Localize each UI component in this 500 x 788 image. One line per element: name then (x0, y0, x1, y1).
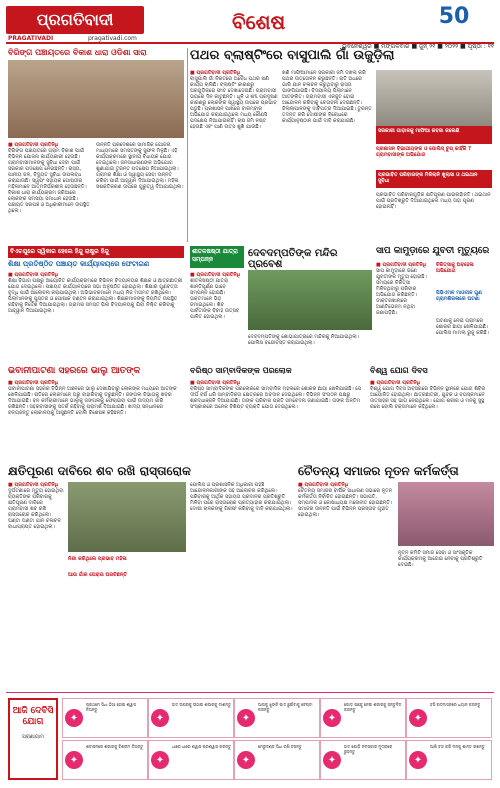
yoga-pose-icon: ✦ (323, 751, 341, 769)
yoga-pose-icon: ✦ (237, 751, 255, 769)
dateline: ଭୁବନେଶ୍ୱର ■ ମଙ୍ଗଳବାର ■ ଜୁନ୍ ୨୧ ■ ୨୦୨୨ ■ ପୃଷ୍ଠା : ୧୧ (342, 43, 494, 50)
yoga-pose-icon: ✦ (323, 709, 341, 727)
story-headline: ଦେବଦମ୍ପତିଙ୍କ ମନ୍ଦିର ପ୍ରବେଶ (248, 248, 338, 270)
column-rule (187, 48, 188, 242)
yoga-step: ✦ ଧୀରେ ଧୀରେ ଶ୍ୱାସ ପ୍ରଶ୍ୱାସ କରନ୍ତୁ (148, 740, 234, 780)
story-headline: ବିଏଚଯୁରେ ସ୍ୱିକାର ହେଲେ ହିନ୍ଦୁ ରାଷ୍ଟ୍ର ହିନ୍ଦୁ (8, 246, 184, 258)
story-body-text: ■ ପ୍ରଗତିବାଦୀ ପ୍ରତିନିଧି ଶୀତଳଷଷ୍ଠୀ ଯାତ୍ରା ଶାନ୍ତିପୂର୍ଣ୍ଣ ଭାବେ ସମ୍ପନ୍ନ ହୋଇଛି। ଭକ୍ତମାନେ ଭିଡ଼ ଜମାଇଥିଲେ। ଶିବ ପାର୍ବତୀଙ୍କ ବିବାହ ଉତ୍ସବ ପାଳିତ ହୋଇଥିଲା। (190, 272, 241, 320)
yoga-step: ✦ ବସି ପଦ୍ମାସନରେ ଧ୍ୟାନ କରନ୍ତୁ (406, 698, 492, 738)
story-headline: ବିଶ୍ୱ ଯୋଗ ଦିବସ (370, 366, 428, 375)
yoga-step: ✦ ଗୋଡ଼ ପଛକୁ ନେଇ ଶରୀରକୁ ସନ୍ତୁଳିତ କରନ୍ତୁ (320, 698, 406, 738)
story-kicker: ସରକାରୀ ଗାଡ଼ାଳକୁ ମାଫିଆ କବଜା କଲେଣି (376, 126, 492, 144)
story-photo (376, 70, 492, 126)
story-kicker: ଚିକିତ୍ସାକୁ ଅବହେଳା ଅଭିଯୋଗ (436, 262, 474, 274)
story-tag: ଶୀତଳଷଷ୍ଠୀ ଯାତ୍ରା ସମ୍ପନ୍ନ (190, 246, 244, 268)
story-kicker: ନିନ୍ଦା କରିଥିଲେ ପ୍ରଭାବ ମହିଳା (68, 556, 127, 562)
story-body-text: ■ ପ୍ରଗତିବାଦୀ ପ୍ରତିନିଧି ଚୈତନ୍ୟ ସମାଜର ବାର୍ଷିକ ସାଧାରଣ ସଭାରେ ନୂତନ କର୍ମକର୍ତ୍ତା ନିର୍ବାଚିତ ହୋଇଛନ୍ତି। ସଭାପତି, ସମ୍ପାଦକ ଓ କୋଷାଧ୍ୟକ୍ଷ ମନୋନୀତ ହୋଇଛନ୍ତି। ସମାଜର ଉନ୍ନତି ପାଇଁ ବିଭିନ୍ନ ପ୍ରସ୍ତାବ ଗୃହୀତ ହୋଇଥିଲା। (298, 482, 393, 518)
story-headline: ପଥର ବ୍ଲାଷ୍ଟିଂରେ ବାସୁପାଲି ଗାଁ ଉଜୁଡ଼ିଲା (190, 48, 395, 63)
yoga-strip-rule (6, 692, 494, 693)
story-body-text: ପୋଲିସ ଓ ପ୍ରଶାସନିକ ଅଧିକାରୀ ପହଞ୍ଚି ଆନ୍ଦୋଳନକାରୀଙ୍କ ସହ ଆଲୋଚନା କରିଥିଲେ। ପରିବାରକୁ ଆର୍ଥିକ ସହାୟତା ପ୍ରଦାନର ପ୍ରତିଶ୍ରୁତି ମିଳିବା ପରେ ରାସ୍ତାରୋକ ପ୍ରତ୍ୟାହାର କରାଯାଇଥିଲା। ଦୋଷୀ ଚାଳକଙ୍କୁ ଗିରଫ କରିବାକୁ ଦାବି କରାଯାଇଥିଲା। (190, 482, 293, 512)
story-body-text: ଖଣି ମାଫିଆମାନେ ସରକାରୀ ଜମି ଦଖଲ କରି ପଥର ଉତ୍ତୋଳନ କରୁଛନ୍ତି। ରାତି ଅଧରେ ଭାରି ଯାନ ଚଳାଚଳ କରୁଥିବାରୁ ରାସ୍ତା ଭାଙ୍ଗିଯାଇଛି। ବିଦ୍ୟାଳୟ ପିଲାମାନେ ଆତଙ୍କିତ। ଗ୍ରାମବାସୀ ଏକଜୁଟ ହୋଇ ଆନ୍ଦୋଳନ କରିବାକୁ ଚେତାବନୀ ଦେଇଛନ୍ତି। ଜିଲ୍ଲାପାଳଙ୍କୁ ଦାବିପତ୍ର ଦିଆଯାଇଛି। ତୁରନ୍ତ ତଦନ୍ତ କରି ଦୋଷୀଙ୍କ ବିରୋଧରେ କାର୍ଯ୍ୟାନୁଷ୍ଠାନ ପାଇଁ ଦାବି କରାଯାଇଛି। (282, 70, 372, 124)
yoga-step: ✦ ମେରୁଦଣ୍ଡ ସିଧା ରଖି ବସନ୍ତୁ (234, 740, 320, 780)
story-photo (248, 270, 372, 330)
yoga-pose-icon: ✦ (409, 709, 427, 727)
yoga-pose-icon: ✦ (409, 751, 427, 769)
story-body-text: ■ ପ୍ରଗତିବାଦୀ ପ୍ରତିନିଧି ବାସୁପାଲି ଗାଁ ନିକଟରେ ଅବୈଧ ପଥର ଖଣି କାର୍ଯ୍ୟ ଚାଲିଛି। ବ୍ଲାଷ୍ଟିଂ କାରଣରୁ ଘରଗୁଡ଼ିକରେ ଫାଟ ଦେଖାଦେଇଛି। ଗ୍ରାମବାସୀ ଭୟରେ ଦିନ କାଟୁଛନ୍ତି। ଧୂଳି ଓ ଶବ୍ଦ ପ୍ରଦୂଷଣ କାରଣରୁ ଲୋକଙ୍କ ସ୍ୱାସ୍ଥ୍ୟ ଉପରେ ପ୍ରଭାବ ପଡୁଛି। ପ୍ରଶାସନ ପାଖରେ ବାରମ୍ବାର ଅଭିଯୋଗ କରାଯାଇଥିଲେ ମଧ୍ୟ କୌଣସି ପଦକ୍ଷେପ ନିଆଯାଇନାହିଁ। ଚାଷ ଜମି ନଷ୍ଟ ହେଉଛି ଏବଂ ପାଣି ଉତ୍ସ ଶୁଖି ଯାଉଛି। (190, 70, 278, 130)
yoga-box-title: ଆଜି ଦେବିସି ଯୋଗ (12, 706, 54, 727)
yoga-step: ✦ ହାତ ଉପରକୁ ଉଠାଇ ଶରୀରକୁ ଟାଣନ୍ତୁ (148, 698, 234, 738)
yoga-step: ✦ ଶବାସନରେ ଶରୀରକୁ ବିଶ୍ରାମ ଦିଅନ୍ତୁ (62, 740, 148, 780)
story-headline: କ୍ଷତିପୂରଣ ଦାବିରେ ଶବ ରଖି ରାସ୍ତାରୋକ (8, 464, 191, 478)
yoga-box-sub: ପ୍ରାଣାୟାମ (22, 734, 44, 740)
story-body-text: ନୂତନ କମିଟି ସମାଜ ସେବା ଓ ସାଂସ୍କୃତିକ କାର୍ଯ୍ୟକ୍ରମକୁ ଆଗେଇ ନେବାକୁ ପ୍ରତିଶ୍ରୁତି ଦେଇଛି। (398, 550, 483, 568)
story-kicker: ପିଭିଏମଳ ମାଓଦ୍ଦୀଳ ଗୁଣ ଗ୍ରାମଶିରଳାରେ ଘଟଣା (436, 290, 482, 302)
yoga-feature-box (8, 698, 58, 780)
story-photo (398, 482, 494, 546)
story-body-text: ଉନ୍ନତି ପ୍ରଦେଶରେ ସାମାଜିକ ଯୋଜନା ମାଧ୍ୟମରେ ସମସ୍ତଙ୍କୁ ସୁଫଳ ମିଳୁଛି। ଏହି କାର୍ଯ୍ୟକ୍ରମରେ ସ୍ଥାନୀୟ ବିଧାୟକ ଯୋଗ ଦେଇଥିଲେ। ଜନସାଧାରଣଙ୍କ ଅଭିଯୋଗ ଶୁଣାଯାଇ ତୁରନ୍ତ ପଦକ୍ଷେପ ନିଆଯାଇଥିଲା। ଗ୍ରାମର ଶିକ୍ଷା ଓ ସ୍ୱାସ୍ଥ୍ୟ ସେବା ଉନ୍ନତ କରିବା ପାଇଁ ଆହ୍ୱାନ ଦିଆଯାଇଥିଲା। ମହିଳା ସଶକ୍ତିକରଣ ଉପରେ ଗୁରୁତ୍ୱ ଦିଆଯାଇଥିଲା। (96, 142, 184, 190)
story-body-text: ■ ପ୍ରଗତିବାଦୀ ପ୍ରତିନିଧି ଶିକ୍ଷା ବିଭାଗ ପକ୍ଷରୁ ଆୟୋଜିତ କାର୍ଯ୍ୟକ୍ରମରେ ବିଭିନ୍ନ ବିଦ୍ୟାଳୟର ଶିକ୍ଷକ ଓ ଛାତ୍ରଛାତ୍ରୀ ଯୋଗ ଦେଇଥିଲେ। ପଞ୍ଚାୟତ କାର୍ଯ୍ୟାଳୟରେ ସଭା ଅନୁଷ୍ଠିତ ହୋଇଥିଲା। ଶିକ୍ଷାର ଗୁଣବତ୍ତା ବୃଦ୍ଧି ପାଇଁ ଆଲୋଚନା କରାଯାଇଥିଲା। ଅଭିଭାବକମାନେ ମଧ୍ୟ ନିଜ ମତାମତ ରଖିଥିଲେ। ପିଲାମାନଙ୍କୁ ପୁସ୍ତକ ଓ ପୋଷାକ ବଣ୍ଟନ କରାଯାଇଥିଲା। ଶିକ୍ଷକମାନଙ୍କୁ ନିୟମିତ ଉପସ୍ଥିତ ରହିବାକୁ ନିର୍ଦ୍ଦେଶ ଦିଆଯାଇଥିଲା। ଗ୍ରାମର ସମସ୍ତ ପିଲା ବିଦ୍ୟାଳୟକୁ ଯିବା ନିଶ୍ଚିତ କରିବାକୁ ଆହ୍ୱାନ ଦିଆଯାଇଥିଲା। (8, 272, 183, 314)
story-headline: ଭବାନୀପାଟଣା ସହରରେ ଭାଲୁ ଆତଙ୍କ (8, 366, 141, 376)
yoga-pose-icon: ✦ (151, 709, 169, 727)
newspaper-logo: ପ୍ରଗତିବାଦୀ (6, 6, 144, 34)
story-headline: ସାପ କାମୁଡ଼ାରେ ଯୁବତୀ ମୃତ୍ୟୁରେ (376, 246, 490, 256)
yoga-steps-grid (62, 698, 494, 780)
logo-latin-name: PRAGATIVADI (8, 35, 54, 42)
story-kicker: ପ୍ରଭାବିତ ପରିବାରଙ୍କ ମିଳିଲାନି ଖୁଲାସା ଓ ଥଇଥାନ ସୁବିଧା (376, 170, 492, 188)
story-photo (68, 482, 186, 552)
yoga-step: ✦ ଆଗକୁ ଝୁଙ୍କି ପାଦ ଛୁଇଁବାକୁ ଚେଷ୍ଟା କରନ୍ତୁ (234, 698, 320, 738)
story-photo (8, 60, 184, 138)
story-subheadline: ଶିକ୍ଷା ପ୍ରତିଷ୍ଠିତ ପଞ୍ଚାୟତ କାର୍ଯ୍ୟାଳୟରେ ଫେଟାଗଣ (8, 260, 150, 268)
yoga-pose-icon: ✦ (65, 751, 83, 769)
story-body-text: ■ ପ୍ରଗତିବାଦୀ ପ୍ରତିନିଧି ଦୁର୍ଘଟଣାରେ ମୃତ୍ୟୁ ହୋଇଥିବା ବ୍ୟକ୍ତିଙ୍କ ପରିବାରକୁ କ୍ଷତିପୂରଣ ଦାବିରେ ଗ୍ରାମବାସୀ ଶବ ରଖି ରାସ୍ତାରୋକ କରିଥିଲେ। ଘଣ୍ଟା ଘଣ୍ଟା ଯାନ ଚଳାଚଳ ବାଧାପ୍ରାପ୍ତ ହୋଇଥିଲା। (8, 482, 64, 530)
story-body-text: ପ୍ରଭାବିତ ପରିବାରଗୁଡ଼ିକ କ୍ଷତିପୂରଣ ପାଇନାହାଁନ୍ତି। ଥଇଥାନ ପାଇଁ ପ୍ରତିଶ୍ରୁତି ଦିଆଯାଇଥିଲେ ମଧ୍ୟ ତାହା ପୂରଣ ହୋଇନାହିଁ। (376, 192, 491, 210)
page-section-title: ବିଶେଷ (232, 10, 286, 34)
story-body-text: ଘଟଣାକୁ ନେଇ ଗ୍ରାମରେ ଶୋକର ଛାୟା ଖେଳିଯାଇଛି। ପୋଲିସ ମାମଲା ରୁଜୁ କରିଛି। (436, 318, 489, 336)
yoga-step: ✦ ପ୍ରଥମେ ସିଧା ଠିଆ ହୋଇ ଶ୍ୱାସ ନିଅନ୍ତୁ (62, 698, 148, 738)
story-body-text: ■ ପ୍ରଗତିବାଦୀ ପ୍ରତିନିଧି ବିଶ୍ୱ ଯୋଗ ଦିବସ ଅବସରରେ ବିଭିନ୍ନ ସ୍ଥାନରେ ଯୋଗ ଶିବିର ଆୟୋଜିତ ହୋଇଥିଲା। ଛାତ୍ରଛାତ୍ରୀ, ଯୁବକ ଓ ବୟସ୍କମାନେ ଉତ୍ସାହର ସହ ଭାଗ ନେଇଥିଲେ। ଯୋଗ ଶରୀର ଓ ମନକୁ ସୁସ୍ଥ ରଖେ ବୋଲି ବକ୍ତାମାନେ କହିଥିଲେ। (370, 380, 486, 410)
yoga-step: ✦ ହାତ ଯୋଡ଼ି ନମସ୍କାର ମୁଦ୍ରାରେ ରୁହନ୍ତୁ (320, 740, 406, 780)
story-body-text: ■ ପ୍ରଗତିବାଦୀ ପ୍ରତିନିଧି ସାପ କାମୁଡ଼ାରେ ଜଣେ ଯୁବତୀଙ୍କ ମୃତ୍ୟୁ ହୋଇଛି। ସମୟରେ ଚିକିତ୍ସା ମିଳିନଥିବାରୁ ପରିବାର ଅଭିଯୋଗ କରିଛନ୍ତି। ଡାକ୍ତରଖାନାରେ ଆଣ୍ଟିଭେନମ ନଥିବା ଜଣାପଡ଼ିଛି। (376, 262, 427, 316)
story-headline: ବରିଷ୍ଠ ସାମ୍ବାଦିକଙ୍କ ପରଲୋକ (190, 366, 292, 375)
story-headline: ଚୈତନ୍ୟ ସମାଜର ନୂତନ କର୍ମକର୍ତ୍ତା (298, 464, 459, 478)
yoga-pose-icon: ✦ (65, 709, 83, 727)
website-url: pragativadi.com (88, 35, 137, 42)
yoga-pose-icon: ✦ (151, 751, 169, 769)
yoga-step: ✦ ଆଖି ବନ୍ଦ କରି ମନକୁ ଶାନ୍ତ ରଖନ୍ତୁ (406, 740, 492, 780)
story-kicker: ଆଉ ଗାଁର ଘେରାଉ ଘରଚିଛନ୍ତି (68, 572, 127, 578)
story-kicker: ପ୍ରଶାସନ ବିଭାଗୀୟଙ୍କ ଓ ପୋଲିସ୍ ଚୁପ୍ କାହିଁକି ? ଗ୍ରାମବାସୀଙ୍କ ଅଭିଯୋଗ (376, 146, 471, 158)
story-headline: ବିରିଙ୍ଗ ପଞ୍ଚାୟତରେ ବିକାଶ ଧାରା ଓଡିଶା ସାରା (8, 48, 147, 57)
byline: ■ ପ୍ରଗତିବାଦୀ ପ୍ରତିନିଧି (8, 142, 59, 148)
anniversary-logo: 50 (438, 4, 470, 29)
story-body-text: ଦେବଦମ୍ପତିଙ୍କୁ ଶୋଭାଯାତ୍ରାରେ ମନ୍ଦିରକୁ ନିଆଯାଇଥିଲା। ପୋଲିସ ବନ୍ଦୋବସ୍ତ କରାଯାଇଥିଲା। (248, 334, 359, 346)
yoga-pose-icon: ✦ (237, 709, 255, 727)
story-body-text: ■ ପ୍ରଗତିବାଦୀ ପ୍ରତିନିଧି ଭବାନୀପାଟଣା ସହରର ବିଭିନ୍ନ ଅଞ୍ଚଳରେ ଭାଲୁ ଦେଖାଯିବାରୁ ଲୋକଙ୍କ ମଧ୍ୟରେ ଆତଙ୍କ ଖେଳିଯାଇଛି। ରାତିରେ ଲୋକମାନେ ଘରୁ ବାହାରିବାକୁ ଡରୁଛନ୍ତି। ଜଙ୍ଗଲ ବିଭାଗକୁ ଖବର ଦିଆଯାଇଛି। ବନ କର୍ମଚାରୀମାନେ ଭାଲୁକୁ ଜଙ୍ଗଲକୁ ଫେରାଇବା ପାଇଁ ଉଦ୍ୟମ ଜାରି ରଖିଛନ୍ତି। ସହରବାସୀଙ୍କୁ ସତର୍କ ରହିବାକୁ ପରାମର୍ଶ ଦିଆଯାଇଛି। ଖାଦ୍ୟ ସନ୍ଧାନରେ ବନ୍ୟଜନ୍ତୁ ଲୋକାଳୟକୁ ଆସୁଛନ୍ତି ବୋଲି ବିଶେଷଜ୍ଞ କହିଛନ୍ତି। (8, 380, 177, 416)
story-body-text: ■ ପ୍ରଗତିବାଦୀ ପ୍ରତିନିଧି ବିରିଙ୍ଗ ପଞ୍ଚାୟତରେ ଗ୍ରାମ ବିକାଶ ପାଇଁ ବିଭିନ୍ନ ଯୋଜନା କାର୍ଯ୍ୟକାରୀ ହେଉଛି। ଗ୍ରାମବାସୀମାନଙ୍କୁ ସୁବିଧା ଦେବା ପାଇଁ ସରକାର ପଦକ୍ଷେପ ନେଇଛନ୍ତି। ରାସ୍ତା, ପାନୀୟ ଜଳ, ବିଦ୍ୟୁତ ସୁବିଧା ଉପଲବ୍ଧ କରାଯାଉଛି। ସ୍ୱୟଂ ସହାୟକ ଗୋଷ୍ଠୀର ମହିଳାମାନେ ଆତ୍ମନିର୍ଭରଶୀଳ ହେଉଛନ୍ତି। ବିକାଶ ଧାରା କାର୍ଯ୍ୟକ୍ରମ ଜରିଆରେ ଲୋକଙ୍କ ସମସ୍ୟା ସମାଧାନ ହେଉଛି। ପଞ୍ଚାୟତ ସରପଞ୍ଚ ଓ ଅଧିକାରୀମାନେ ଉପସ୍ଥିତ ଥିଲେ। (8, 142, 92, 280)
story-body-text: ■ ପ୍ରଗତିବାଦୀ ପ୍ରତିନିଧି ବରିଷ୍ଠ ସାମ୍ବାଦିକଙ୍କ ପରଲୋକରେ ସାମ୍ବାଦିକ ମହଲରେ ଶୋକର ଛାୟା ଖେଳିଯାଇଛି। ସେ ଦୀର୍ଘ ବର୍ଷ ଧରି ସାମ୍ବାଦିକତା କ୍ଷେତ୍ରରେ ଅବଦାନ ଦେଇଥିଲେ। ବିଭିନ୍ନ ସଂଗଠନ ପକ୍ଷରୁ ଶ୍ରଦ୍ଧାଞ୍ଜଳି ଦିଆଯାଇଛି। ତାଙ୍କ ପରିବାର ପ୍ରତି ସମବେଦନା ଜଣାଯାଇଛି। ତାଙ୍କ ଅନ୍ତିମ ସଂସ୍କାରରେ ଅନେକ ବିଶିଷ୍ଟ ବ୍ୟକ୍ତି ଯୋଗ ଦେଇଥିଲେ। (190, 380, 361, 410)
